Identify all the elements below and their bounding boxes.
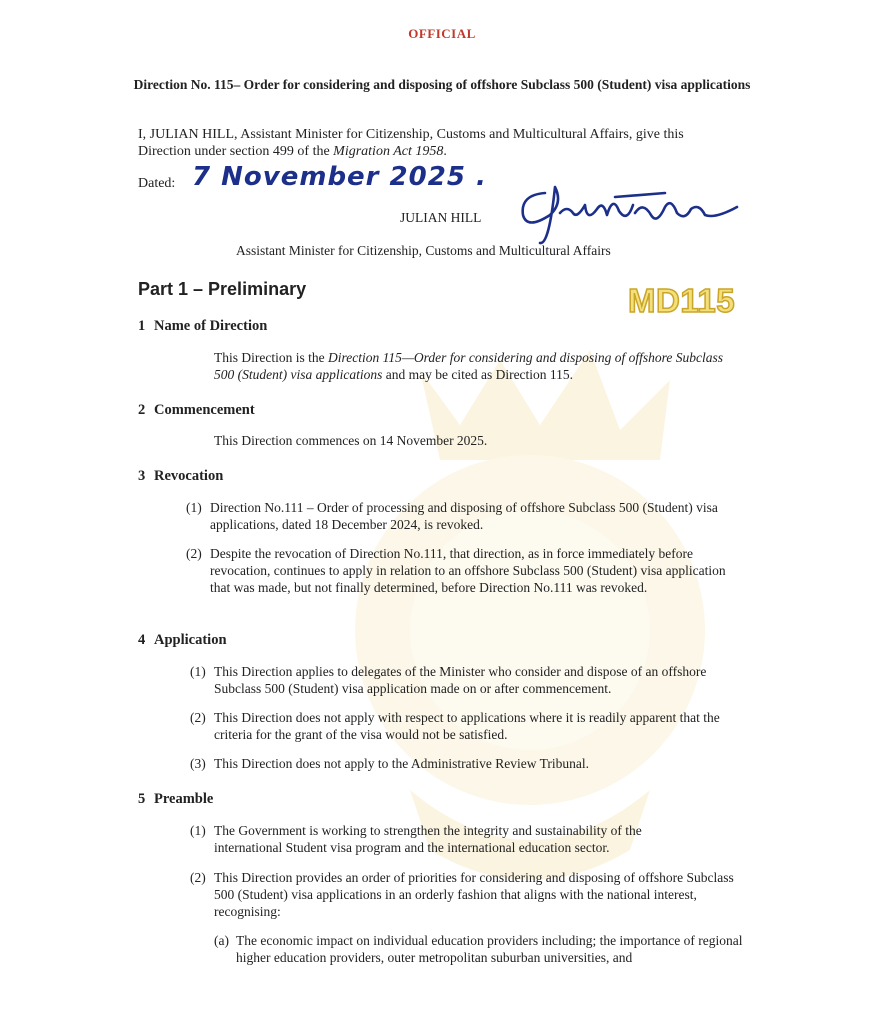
- section-2-heading: [138, 402, 255, 419]
- handwritten-date: 7 November 2025 .: [192, 162, 487, 192]
- item-number: (1): [190, 823, 206, 838]
- intro-text: I, JULIAN HILL, Assistant Minister for Citizenship, Customs and Multicultural Affairs, give this Direction under section 499 of the: [138, 127, 684, 159]
- item-text: This Direction does not apply to the Administrative Review Tribunal.: [214, 756, 589, 771]
- list-item: [186, 545, 740, 596]
- signature: [515, 175, 740, 245]
- section-number: 2: [138, 402, 146, 418]
- item-text: This Direction provides an order of priorities for considering and disposing of offshore Subclass 500 (Student) visa applications in an orderly fashion that aligns with the national interest, recognising:: [214, 870, 734, 919]
- section-title: Commencement: [154, 402, 255, 418]
- dated-label: Dated:: [138, 176, 176, 191]
- section-title: Name of Direction: [154, 318, 268, 334]
- section-title: Revocation: [154, 468, 224, 484]
- section-2-text: This Direction commences on 14 November 2025.: [214, 433, 488, 448]
- section-1-heading: [138, 318, 267, 335]
- item-number: (2): [190, 870, 206, 885]
- section-4-heading: [138, 632, 227, 649]
- act-name: Migration Act 1958: [333, 144, 444, 159]
- item-number: (2): [186, 546, 202, 561]
- section-number: 3: [138, 468, 146, 484]
- section-title: Preamble: [154, 791, 214, 807]
- list-item: [190, 822, 710, 856]
- section-number: 1: [138, 318, 146, 334]
- s1-text-end: and may be cited as Direction 115.: [382, 367, 574, 382]
- s1-citation: Direction 115—Order for considering and disposing of offshore Subclass 500 (Student) visa applications: [214, 350, 723, 382]
- item-text: This Direction applies to delegates of the Minister who consider and dispose of an offshore Subclass 500 (Student) visa application made on or after commencement.: [214, 664, 707, 696]
- item-number: (1): [190, 664, 206, 679]
- md115-stamp: MD115: [628, 282, 736, 319]
- item-text: Despite the revocation of Direction No.111, that direction, as in force immediately before revocation, continues to apply in relation to an offshore Subclass 500 (Student) visa application that was made, but not finally determined, before Direction No.111 was revoked.: [210, 546, 726, 595]
- item-number: (a): [214, 933, 229, 948]
- section-5-heading: [138, 791, 213, 808]
- section-number: 5: [138, 791, 146, 807]
- signer-title: Assistant Minister for Citizenship, Customs and Multicultural Affairs: [236, 243, 611, 258]
- intro-paragraph: [138, 126, 738, 160]
- item-number: (3): [190, 756, 206, 771]
- section-title: Application: [154, 632, 227, 648]
- watermark-emblem: [300, 330, 760, 890]
- list-item: [190, 755, 730, 772]
- item-number: (1): [186, 500, 202, 515]
- section-3-heading: [138, 468, 223, 485]
- sub-list-item: [214, 932, 744, 966]
- item-text: The Government is working to strengthen the integrity and sustainability of the international Student visa program and the international education sector.: [214, 823, 642, 855]
- item-text: This Direction does not apply with respect to applications where it is readily apparent that the criteria for the grant of the visa would not be satisfied.: [214, 710, 720, 742]
- s1-text: This Direction is the: [214, 350, 328, 365]
- list-item: [190, 709, 730, 743]
- list-item: [186, 499, 740, 533]
- signer-name: JULIAN HILL: [400, 210, 482, 225]
- section-number: 4: [138, 632, 146, 648]
- item-number: (2): [190, 710, 206, 725]
- official-marking: OFFICIAL: [408, 26, 476, 41]
- list-item: [190, 869, 735, 920]
- section-1-text: [214, 349, 734, 383]
- intro-text-end: .: [443, 144, 447, 159]
- document-title: Direction No. 115– Order for considering and disposing of offshore Subclass 500 (Student) visa applications: [133, 77, 751, 92]
- part-heading: Part 1 – Preliminary: [138, 279, 307, 299]
- item-text: The economic impact on individual education providers including; the importance of regional higher education providers, outer metropolitan suburban universities, and: [236, 933, 743, 965]
- item-text: Direction No.111 – Order of processing and disposing of offshore Subclass 500 (Student) visa applications, dated 18 December 2024, is revoked.: [210, 500, 718, 532]
- list-item: [190, 663, 730, 697]
